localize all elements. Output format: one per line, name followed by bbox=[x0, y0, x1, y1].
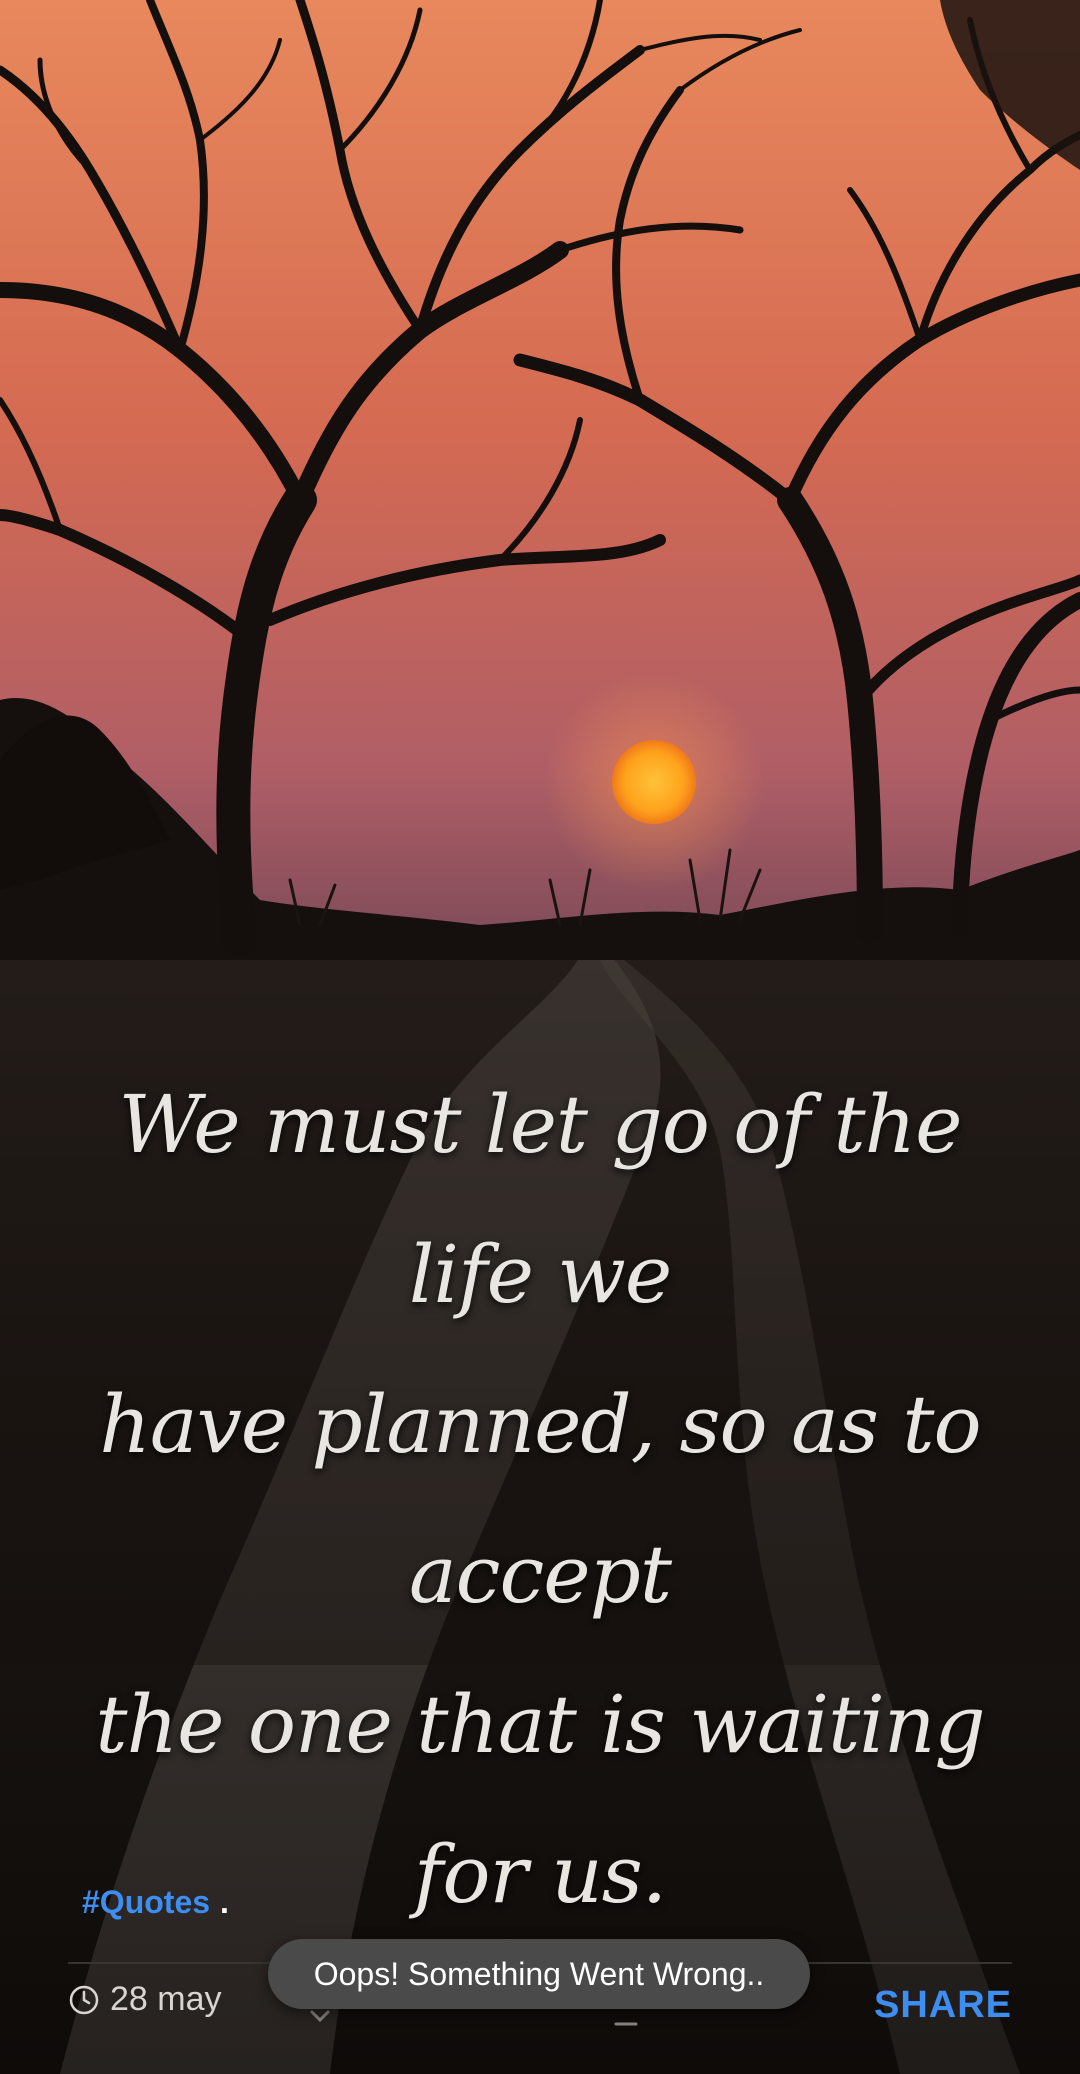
tag-row bbox=[82, 1880, 229, 1924]
quote-line: have planned, so as to accept bbox=[99, 1378, 981, 1621]
quote-line: We must let go of the life we bbox=[118, 1078, 962, 1321]
quote-line: the one that is waiting for us. bbox=[95, 1678, 985, 1921]
share-button[interactable]: SHARE bbox=[873, 1984, 1012, 2026]
hashtag-link[interactable]: #Quotes bbox=[82, 1883, 211, 1920]
error-toast bbox=[268, 1939, 810, 2009]
clock-icon bbox=[68, 1984, 100, 2016]
tag-separator: . bbox=[220, 1883, 229, 1920]
post-date bbox=[68, 1980, 222, 2019]
toast-message: Oops! Something Went Wrong.. bbox=[313, 1955, 765, 1992]
quote-text bbox=[60, 1050, 1020, 1950]
date-text: 28 may bbox=[110, 1980, 222, 2018]
